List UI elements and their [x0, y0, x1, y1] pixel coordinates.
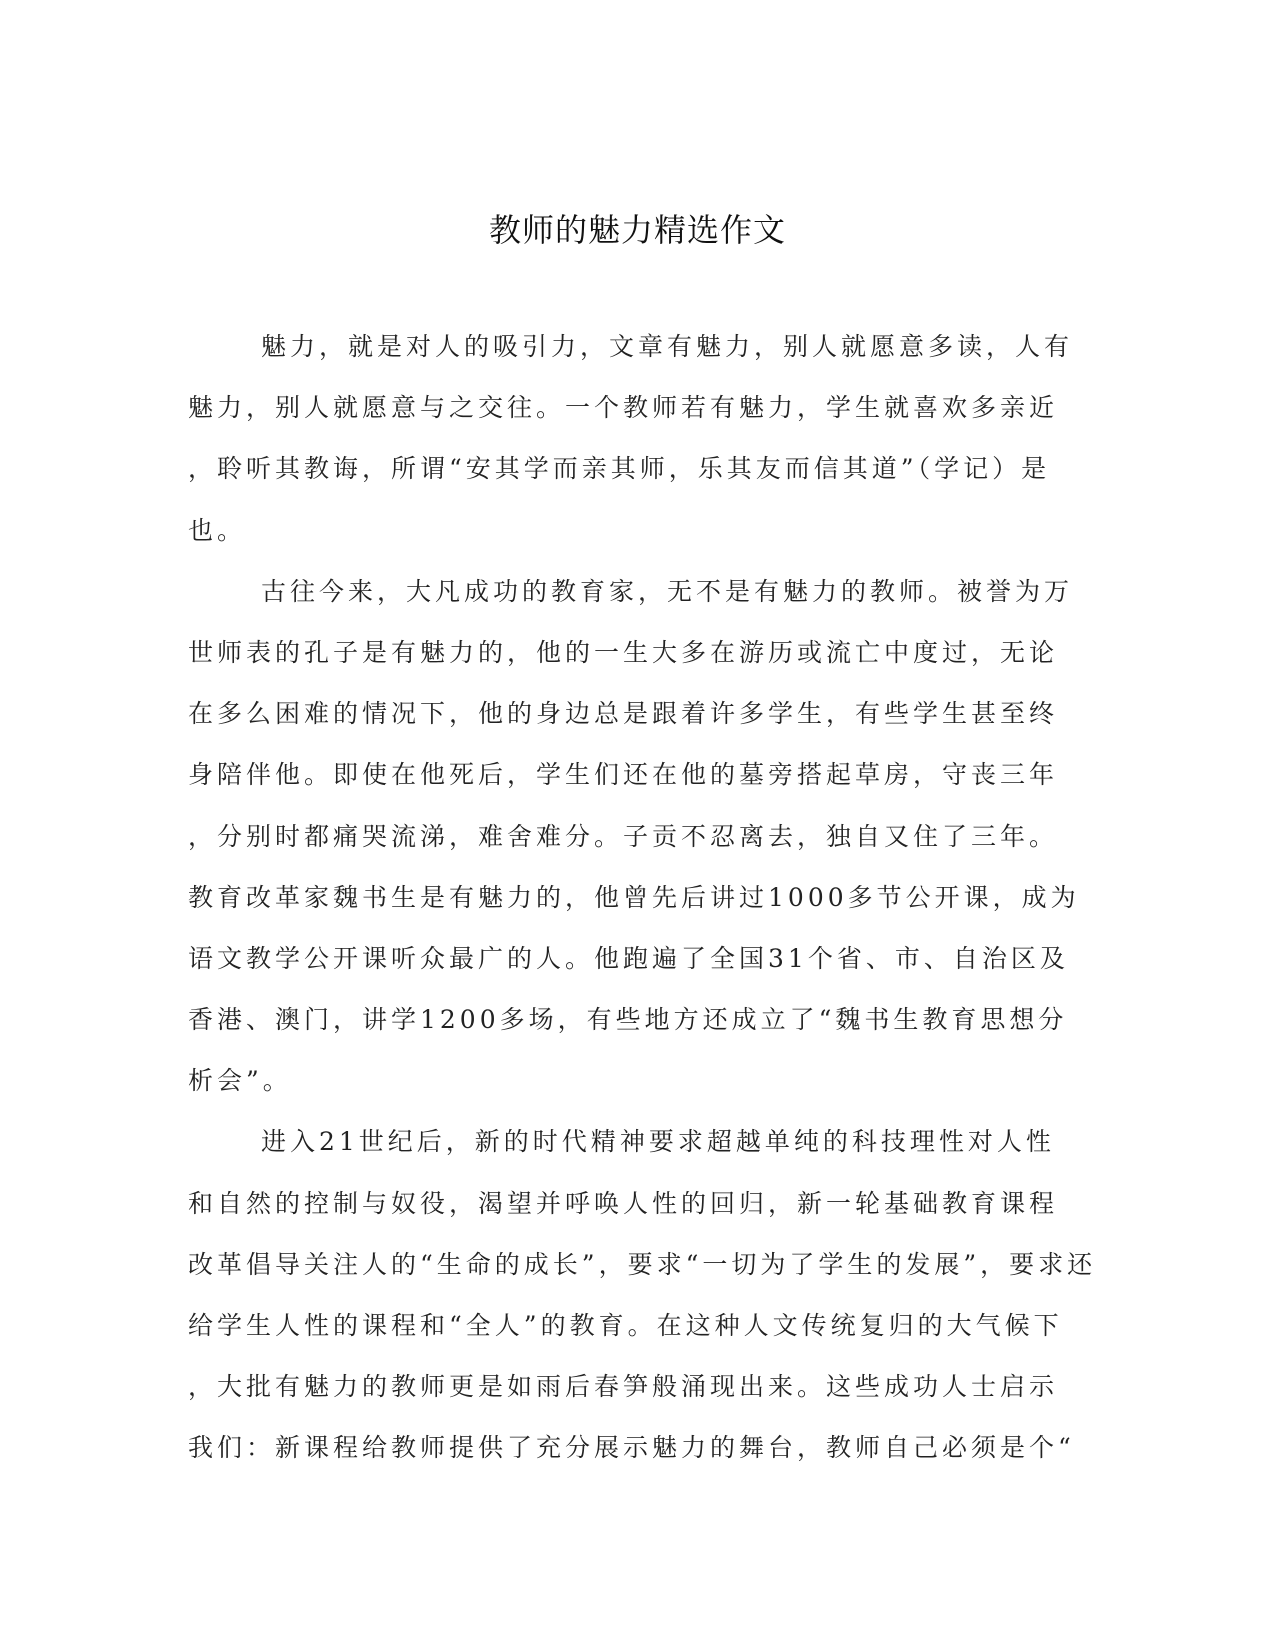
text-line: 进入21世纪后，新的时代精神要求超越单纯的科技理性对人性: [261, 1127, 1055, 1157]
text-line: ，大批有魅力的教师更是如雨后春笋般涌现出来。这些成功人士启示: [188, 1372, 1059, 1402]
text-line: 改革倡导关注人的“生命的成长”，要求“一切为了学生的发展”，要求还: [188, 1249, 1097, 1279]
text-line: 在多么困难的情况下，他的身边总是跟着许多学生，有些学生甚至终: [188, 699, 1059, 729]
text-line: 也。: [188, 515, 247, 545]
text-line: 语文教学公开课听众最广的人。他跑遍了全国31个省、市、自治区及: [188, 943, 1069, 973]
text-line: 给学生人性的课程和“全人”的教育。在这种人文传统复归的大气候下: [188, 1311, 1063, 1340]
text-line: 我们：新课程给教师提供了充分展示魅力的舞台，教师自己必须是个“: [188, 1433, 1075, 1463]
text-line: 和自然的控制与奴役，渴望并呼唤人性的回归，新一轮基础教育课程: [188, 1188, 1059, 1218]
document-body: [188, 316, 1097, 1479]
text-line: 香港、澳门，讲学1200多场，有些地方还成立了“魏书生教育思想分: [188, 1005, 1068, 1035]
text-line: 析会”。: [188, 1066, 292, 1096]
text-line: 古往今来，大凡成功的教育家，无不是有魅力的教师。被誉为万: [261, 576, 1074, 606]
text-line: 身陪伴他。即使在他死后，学生们还在他的墓旁搭起草房，守丧三年: [188, 760, 1059, 790]
text-line: ，分别时都痛哭流涕，难舍难分。子贡不忍离去，独自又住了三年。: [188, 821, 1059, 851]
text-line: ，聆听其教诲，所谓“安其学而亲其师，乐其友而信其道”（学记）是: [188, 454, 1051, 484]
text-line: 魅力，就是对人的吸引力，文章有魅力，别人就愿意多读，人有: [261, 332, 1074, 361]
text-line: 教育改革家魏书生是有魅力的，他曾先后讲过1000多节公开课，成为: [188, 882, 1080, 912]
text-line: 魅力，别人就愿意与之交往。一个教师若有魅力，学生就喜欢多亲近: [188, 393, 1059, 423]
document-title: 教师的魅力精选作文: [488, 211, 786, 249]
text-line: 世师表的孔子是有魅力的，他的一生大多在游历或流亡中度过，无论: [188, 637, 1059, 667]
